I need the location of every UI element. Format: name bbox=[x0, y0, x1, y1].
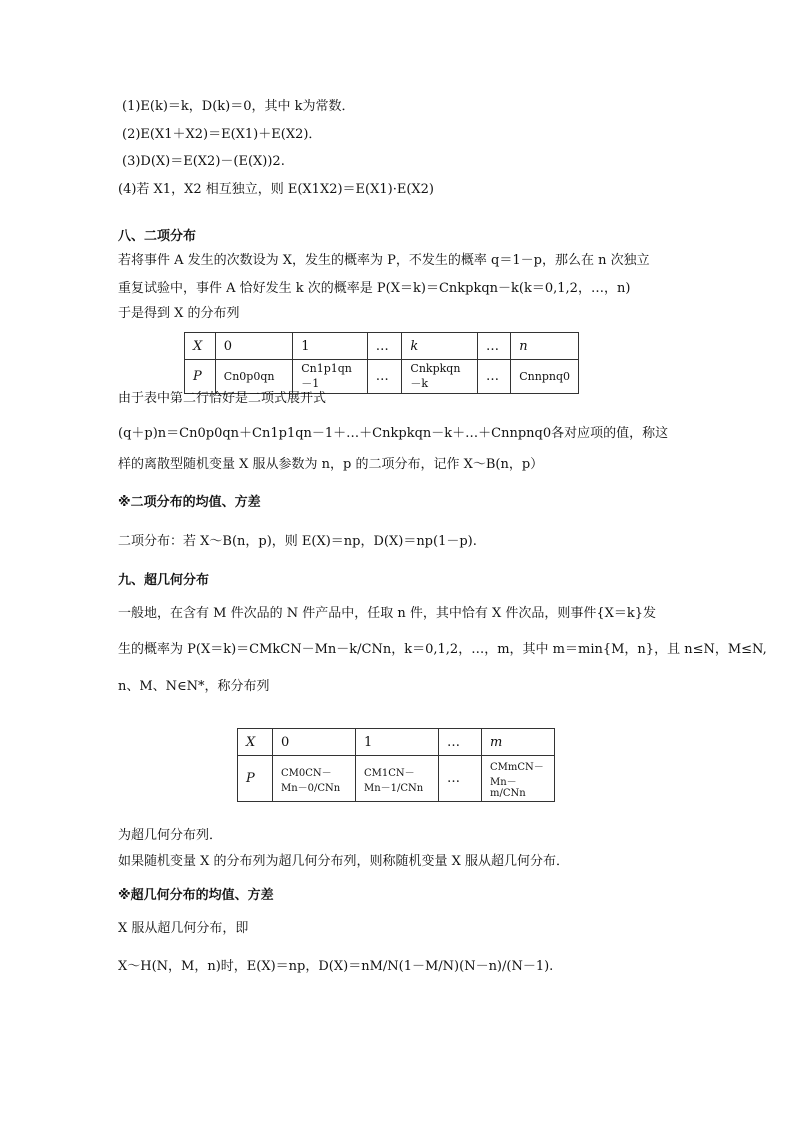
table-cell: P bbox=[246, 771, 255, 786]
table-cell: CMmCN－Mn－m/CNn bbox=[482, 756, 555, 802]
hypergeometric-mean-line-1: X 服从超几何分布，即 bbox=[118, 921, 249, 936]
section-heading-hypergeometric: 九、超几何分布 bbox=[118, 573, 210, 588]
binomial-intro-line-1: 若将事件 A 发生的次数设为 X，发生的概率为 P，不发生的概率 q＝1－p，那么在 n 次独立 bbox=[118, 253, 650, 268]
table-cell: 0 bbox=[273, 729, 356, 756]
binomial-distribution-table bbox=[184, 332, 579, 394]
hypergeometric-after-line-1: 为超几何分布列． bbox=[118, 828, 223, 843]
table-cell: X bbox=[246, 734, 256, 750]
table-cell: 1 bbox=[293, 333, 368, 360]
property-3: (3)D(X)＝E(X2)－(E(X))2. bbox=[122, 154, 285, 169]
table-cell: Cn0p0qn bbox=[215, 360, 292, 394]
table-cell: X bbox=[193, 338, 203, 354]
table-cell: Cnkpkqn－k bbox=[402, 360, 478, 394]
table-cell: Cnnpnq0 bbox=[511, 360, 579, 394]
table-cell: P bbox=[193, 369, 202, 384]
binomial-mean-heading: ※二项分布的均值、方差 bbox=[118, 495, 261, 510]
table-row-p bbox=[185, 360, 579, 394]
hypergeometric-mean-heading: ※超几何分布的均值、方差 bbox=[118, 888, 274, 903]
binomial-mean-text: 二项分布：若 X～B(n，p)，则 E(X)＝np，D(X)＝np(1－p). bbox=[118, 534, 477, 549]
hypergeometric-mean-line-2: X～H(N，M，n)时，E(X)＝np，D(X)＝nM/N(1－M/N)(N－n)/(N－1). bbox=[118, 959, 554, 974]
hypergeometric-intro-line-3: n、M、N∈N*，称分布列 bbox=[118, 679, 270, 694]
table-cell: … bbox=[477, 360, 510, 394]
section-heading-binomial: 八、二项分布 bbox=[118, 229, 197, 244]
table-cell: CM0CN－Mn－0/CNn bbox=[273, 756, 356, 802]
table-cell: 0 bbox=[215, 333, 292, 360]
table-cell: … bbox=[439, 756, 482, 802]
binomial-expansion-line: (q＋p)n＝Cn0p0qn＋Cn1p1qn－1＋…＋Cnkpkqn－k＋…＋Cnnpnq0各对应项的值，称这 bbox=[118, 426, 669, 441]
property-2: (2)E(X1＋X2)＝E(X1)＋E(X2)． bbox=[122, 127, 322, 142]
table-cell: … bbox=[367, 333, 402, 360]
binomial-intro-line-2: 重复试验中，事件 A 恰好发生 k 次的概率是 P(X＝k)＝Cnkpkqn－k(k＝0,1,2，…，n) bbox=[118, 281, 631, 296]
hypergeometric-after-line-2: 如果随机变量 X 的分布列为超几何分布列，则称随机变量 X 服从超几何分布． bbox=[118, 854, 570, 869]
table-cell: Cn1p1qn－1 bbox=[293, 360, 368, 394]
hypergeometric-distribution-table bbox=[237, 728, 555, 802]
table-cell: n bbox=[519, 338, 528, 354]
hypergeometric-intro-line-1: 一般地，在含有 M 件次品的 N 件产品中，任取 n 件，其中恰有 X 件次品，则事件{X＝k}发 bbox=[118, 606, 657, 621]
table-cell: 1 bbox=[356, 729, 439, 756]
table-cell: … bbox=[367, 360, 402, 394]
table-row-p bbox=[238, 756, 555, 802]
table-row-x bbox=[185, 333, 579, 360]
binomial-intro-line-3: 于是得到 X 的分布列 bbox=[118, 306, 240, 321]
table-cell: … bbox=[439, 729, 482, 756]
table-cell: m bbox=[490, 734, 503, 750]
binomial-after-line-1: 由于表中第二行恰好是二项式展开式 bbox=[118, 391, 327, 406]
property-1: (1)E(k)＝k，D(k)＝0，其中 k为常数． bbox=[122, 99, 355, 114]
hypergeometric-intro-line-2: 生的概率为 P(X＝k)＝CMkCN－Mn－k/CNn，k＝0,1,2，…，m，其中 m＝min{M，n}，且 n≤N，M≤N, bbox=[118, 642, 767, 657]
table-cell: k bbox=[410, 338, 419, 354]
table-cell: CM1CN－Mn－1/CNn bbox=[356, 756, 439, 802]
property-4: (4)若 X1，X2 相互独立，则 E(X1X2)＝E(X1)·E(X2) bbox=[118, 182, 434, 197]
table-cell: … bbox=[477, 333, 510, 360]
table-row-x bbox=[238, 729, 555, 756]
binomial-after-line-3: 样的离散型随机变量 X 服从参数为 n，p 的二项分布，记作 X～B(n，p） bbox=[118, 457, 544, 472]
